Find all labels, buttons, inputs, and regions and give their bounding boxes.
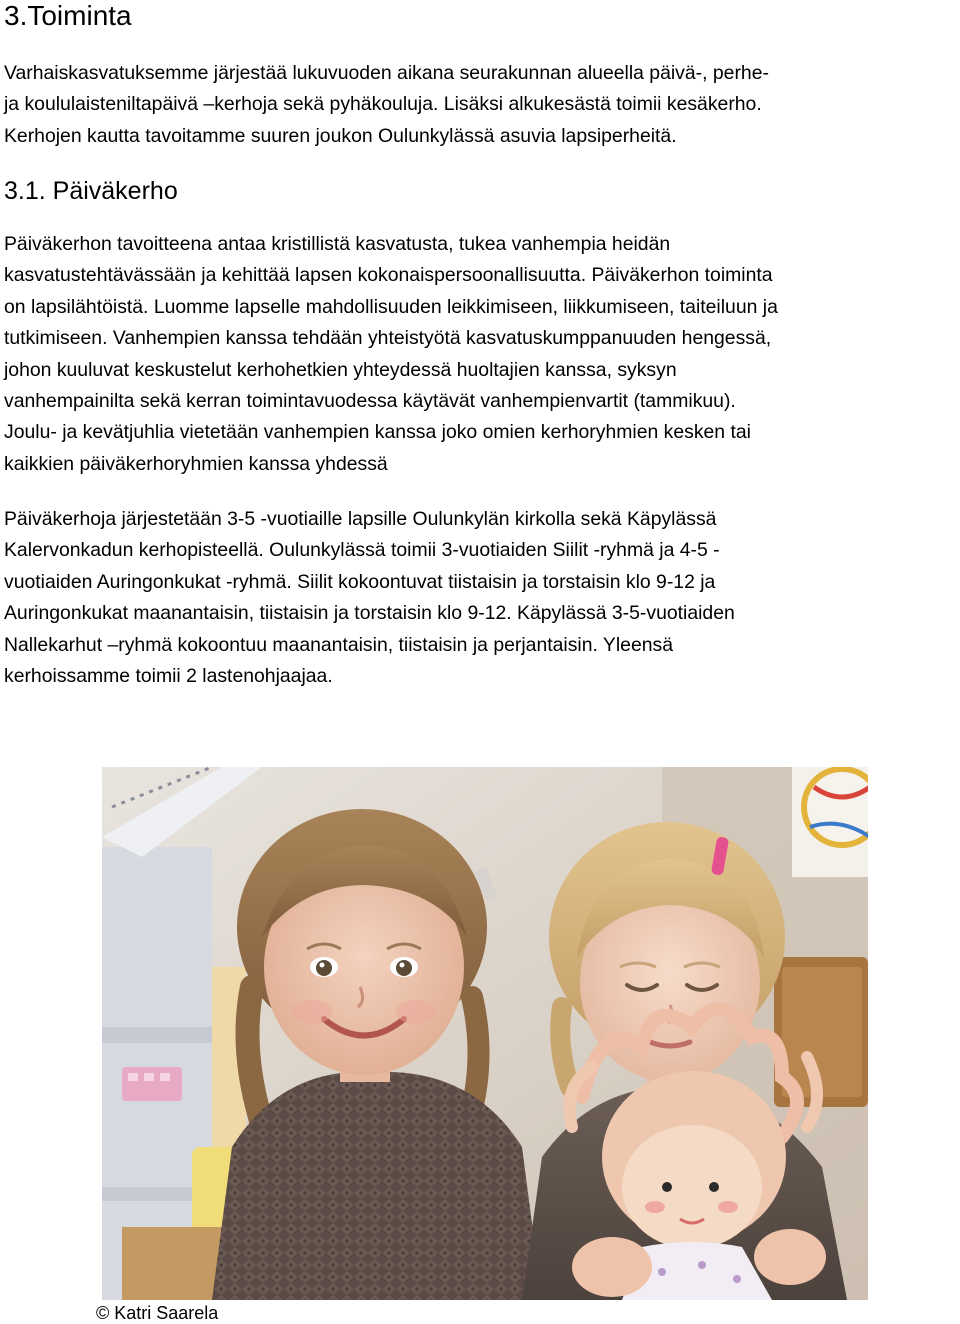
paragraph-line: vuotiaiden Auringonkukat -ryhmä. Siilit kokoontuvat tiistaisin ja torstaisin klo 9-12 ja	[4, 570, 716, 593]
paragraph-line: kerhoissamme toimii 2 lastenohjaajaa.	[4, 665, 333, 688]
paragraph-line: tutkimiseen. Vanhempien kanssa tehdään yhteistyötä kasvatuskumppanuuden hengessä,	[4, 327, 772, 350]
children-photo	[102, 767, 868, 1300]
children-photo-illustration	[102, 767, 868, 1300]
paragraph-groups	[4, 504, 735, 692]
subsection-heading: 3.1. Päiväkerho	[4, 177, 178, 205]
paragraph-line: Päiväkerhon tavoitteena antaa kristillistä kasvatusta, tukea vanhempia heidän	[4, 233, 671, 255]
paragraph-line: Päiväkerhoja järjestetään 3-5 -vuotiaille lapsille Oulunkylän kirkolla sekä Käpylässä	[4, 508, 717, 530]
paragraph-line: kasvatustehtävässään ja kehittää lapsen kokonaispersoonallisuutta. Päiväkerhon toiminta	[4, 264, 773, 287]
paragraph-line: Joulu- ja kevätjuhlia vietetään vanhempien kanssa joko omien kerhoryhmien kesken tai	[4, 421, 751, 444]
intro-line: Varhaiskasvatuksemme järjestää lukuvuoden aikana seurakunnan alueella päivä-, perhe-	[4, 62, 769, 84]
paragraph-line: Auringonkukat maanantaisin, tiistaisin ja torstaisin klo 9-12. Käpylässä 3-5-vuotiaiden	[4, 602, 735, 625]
paragraph-line: on lapsilähtöistä. Luomme lapselle mahdollisuuden leikkimiseen, liikkumiseen, taiteiluun ja	[4, 295, 778, 318]
intro-paragraph	[4, 58, 769, 152]
photo-credit: © Katri Saarela	[96, 1303, 219, 1323]
section-heading: 3.Toiminta	[4, 0, 132, 31]
intro-line: ja koululaisteniltapäivä –kerhoja sekä pyhäkouluja. Lisäksi alkukesästä toimii kesäkerho.	[4, 93, 762, 116]
intro-line: Kerhojen kautta tavoitamme suuren joukon Oulunkylässä asuvia lapsiperheitä.	[4, 124, 677, 147]
paragraph-line: kaikkien päiväkerhoryhmien kanssa yhdessä	[4, 452, 388, 475]
paragraph-line: Kalervonkadun kerhopisteellä. Oulunkylässä toimii 3-vuotiaiden Siilit -ryhmä ja 4-5 -	[4, 539, 720, 562]
paragraph-line: johon kuuluvat keskustelut kerhohetkien yhteydessä huoltajien kanssa, syksyn	[4, 358, 677, 381]
paragraph-line: Nallekarhut –ryhmä kokoontuu maanantaisin, tiistaisin ja perjantaisin. Yleensä	[4, 633, 673, 656]
paragraph-goals	[4, 229, 778, 480]
paragraph-line: vanhempainilta sekä kerran toimintavuodessa käytävät vanhempienvartit (tammikuu).	[4, 390, 736, 413]
